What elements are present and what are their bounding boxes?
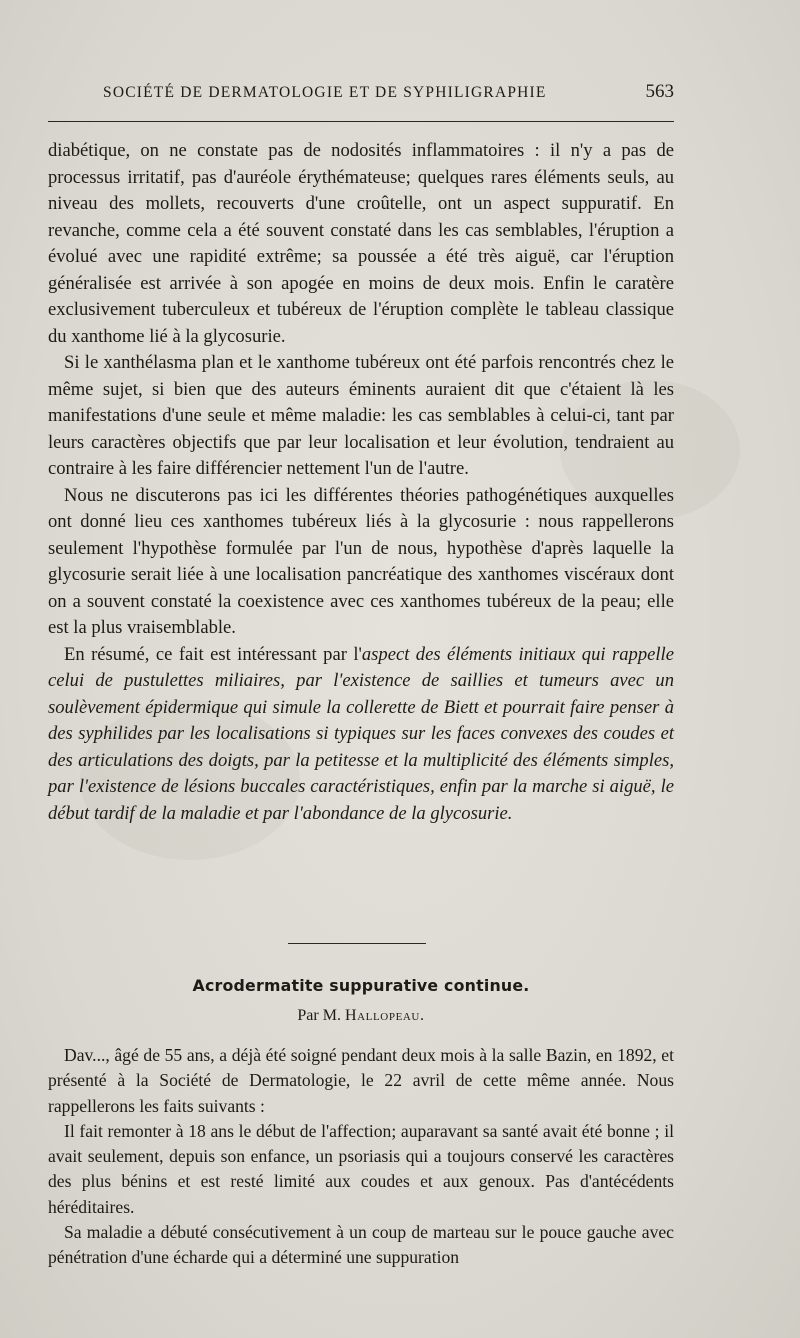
header-rule <box>48 121 674 122</box>
running-title: SOCIÉTÉ DE DERMATOLOGIE ET DE SYPHILIGRAPHIE <box>103 84 547 101</box>
summary-lead: En résumé, ce fait est intéressant par l' <box>64 643 362 665</box>
paragraph-xanthelasma: Si le xanthélasma plan et le xanthome tubéreux ont été parfois rencontrés chez le même sujet, si bien que des auteurs éminents auraient dit que c'étaient là les manifestations d'une seule et même maladie: les cas semblables à celui-ci, tant par leurs caractères objectifs que par leur localisation et leur évolution, tendraient au contraire à les faire différencier nettement l'un de l'autre. <box>48 352 674 479</box>
section-separator <box>288 943 426 944</box>
article-title: Acrodermatite suppurative continue. <box>192 976 530 995</box>
paragraph-continued: diabétique, on ne constate pas de nodosités inflammatoires : il n'y a pas de processus irritatif, pas d'auréole érythémateuse; quelques rares éléments seuls, au niveau des mollets, recouverts d'une croûtelle, ont un aspect suppuratif. En revanche, comme cela a été souvent constaté dans les cas semblables, l'éruption a évolué avec une rapidité extrême; sa poussée a été très aiguë, car l'éruption généralisée est arrivée à son apogée en moins de deux mois. Enfin le caratère exclusivement tuberculeux et tubéreux de l'éruption complète le tableau classique du xanthome lié à la glycosurie. <box>48 140 674 347</box>
paragraph-pathogenesis: Nous ne discuterons pas ici les différentes théories pathogénétiques auxquelles ont donné lieu ces xanthomes tubéreux liés à la glycosurie : nous rappellerons seulement l'hypothèse formulée par l'un de nous, hypothèse d'après laquelle la glycosurie serait liée à une localisation pancréatique des xanthomes viscéraux dont on a souvent constaté la coexistence avec ces xanthomes tubéreux de la peau; elle est la plus vraisemblable. <box>48 484 674 638</box>
article-paragraph: Dav..., âgé de 55 ans, a déjà été soigné pendant deux mois à la salle Bazin, en 1892, et présenté à la Société de Dermatologie, le 22 avril de cette même année. Nous rappellerons les faits suivants : <box>48 1045 674 1116</box>
page-header <box>48 82 674 112</box>
page-number: 563 <box>645 81 674 102</box>
article-paragraph: Il fait remonter à 18 ans le début de l'affection; auparavant sa santé avait été bonne ; il avait seulement, depuis son enfance, un psoriasis qui a toujours conservé les caractères des plus bénins et est resté limité aux coudes et aux genoux. Pas d'antécédents héréditaires. <box>48 1120 674 1217</box>
article-body <box>48 1043 674 1271</box>
main-text <box>48 138 674 827</box>
article-paragraph: Sa maladie a débuté consécutivement à un coup de marteau sur le pouce gauche avec pénétration d'une écharde qui a déterminé une suppuration <box>48 1222 674 1268</box>
paragraph-summary <box>48 642 674 828</box>
article-section <box>48 973 674 1271</box>
article-author <box>48 1003 674 1029</box>
summary-italic: aspect des éléments initiaux qui rappelle celui de pustulettes miliaires, par l'existence de saillies et tumeurs avec un soulèvement épidermique qui simule la collerette de Biett et pourrait faire penser à des syphilides par les localisations si typiques sur les faces convexes des coudes et des articulations des doigts, par la petitesse et la multiplicité des éléments simples, par l'existence de lésions buccales caractéristiques, enfin par la marche si aiguë, le début tardif de la maladie et par l'abondance de la glycosurie. <box>48 643 674 824</box>
author-prefix: Par M. <box>297 1007 345 1024</box>
author-name: Hallopeau. <box>344 1007 425 1024</box>
